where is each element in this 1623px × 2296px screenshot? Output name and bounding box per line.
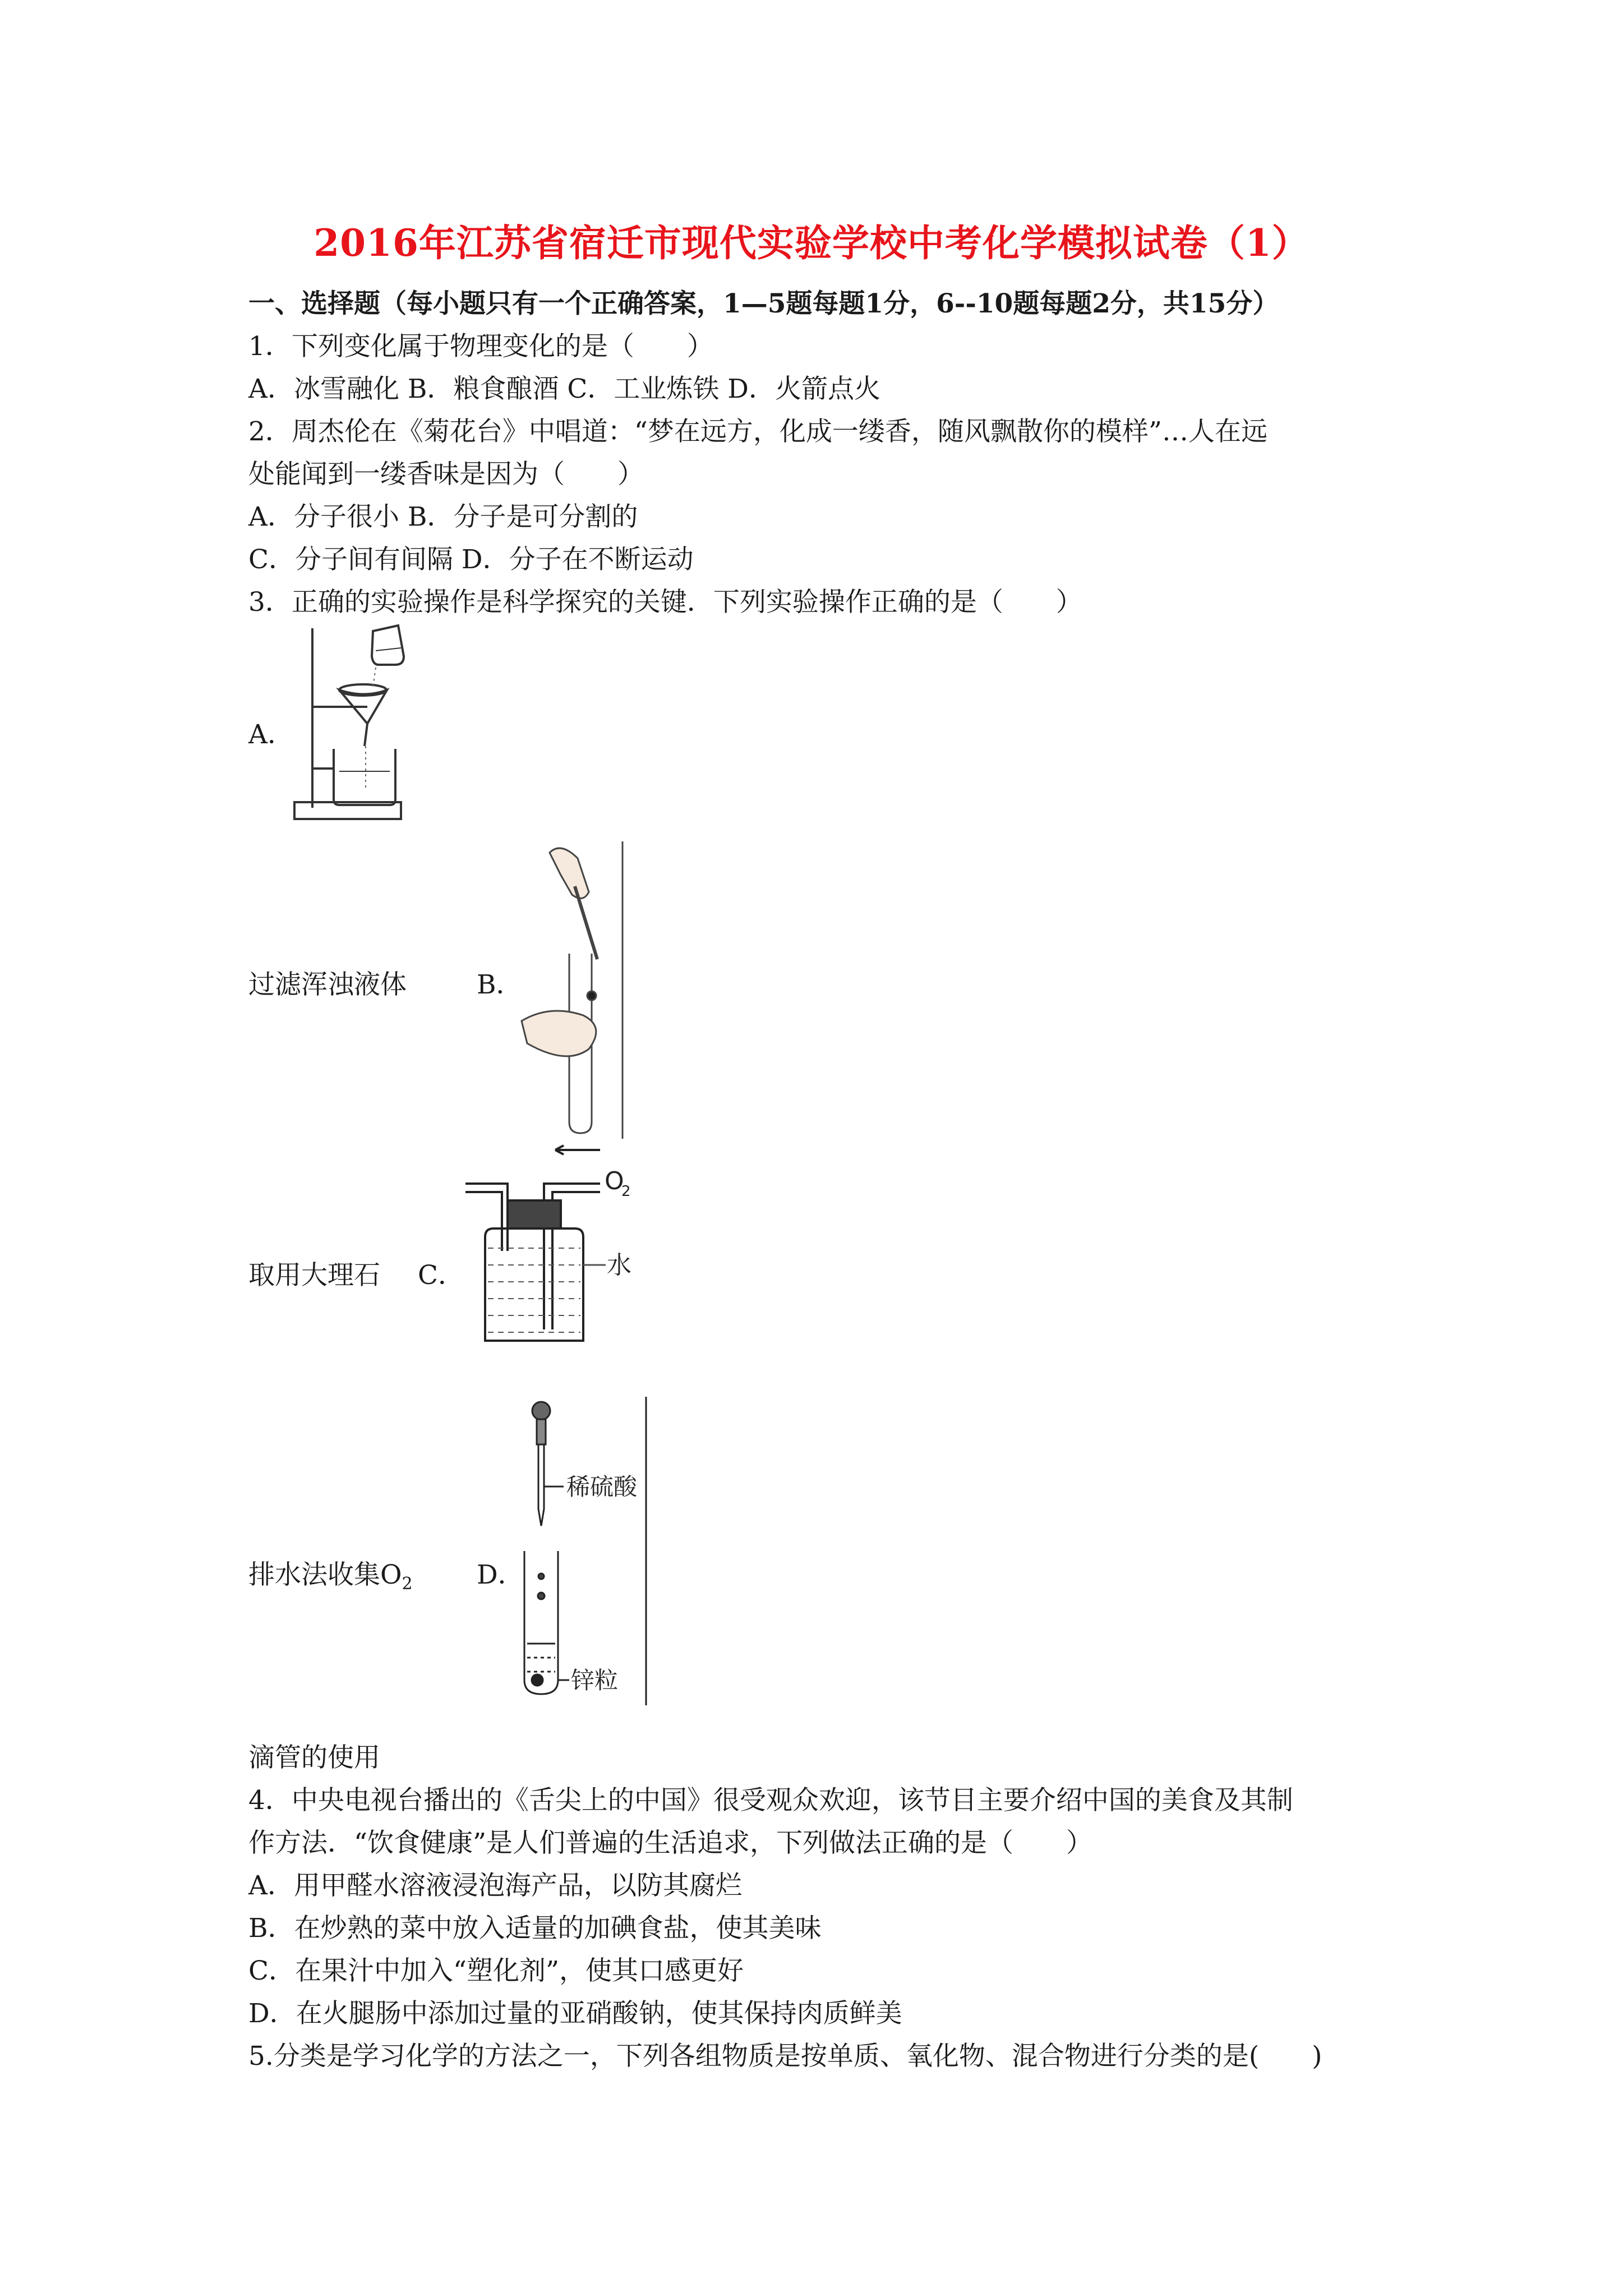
question-3-option-d-caption: 滴管的使用	[248, 1742, 380, 1773]
figure-d-zinc-label: 锌粒	[571, 1667, 619, 1694]
question-2-options-ab: A．分子很小 B．分子是可分割的	[248, 501, 638, 532]
question-2-stem-line2: 处能闻到一缕香味是因为（ ）	[248, 459, 644, 490]
dropper-zinc-figure	[516, 1397, 656, 1705]
question-3-option-a-label: A．	[248, 719, 294, 750]
figure-c-gas-subscript: 2	[621, 1183, 631, 1200]
test-tube-with-hand-figure	[516, 841, 628, 1139]
question-3-option-d-label: D．	[477, 1559, 524, 1590]
question-3-option-b-caption: 取用大理石	[248, 1260, 380, 1291]
question-3-option-c-caption	[248, 1558, 413, 1601]
question-4-option-c: C．在果汁中加入“塑化剂”，使其口感更好	[248, 1955, 744, 1986]
question-1-options: A．冰雪融化 B．粮食酿酒 C．工业炼铁 D．火箭点火	[248, 374, 880, 404]
question-5-stem: 5.分类是学习化学的方法之一，下列各组物质是按单质、氧化物、混合物进行分类的是( )	[248, 2041, 1322, 2072]
figure-d-acid-label: 稀硫酸	[566, 1473, 638, 1501]
question-4-stem-line2: 作方法．“饮食健康”是人们普遍的生活追求，下列做法正确的是（ ）	[248, 1828, 1093, 1858]
question-2-options-cd: C．分子间有间隔 D．分子在不断运动	[248, 544, 694, 575]
question-4-stem-line1: 4．中央电视台播出的《舌尖上的中国》很受观众欢迎，该节目主要介绍中国的美食及其制	[248, 1785, 1293, 1816]
option-c-caption-text: 排水法收集O	[248, 1559, 402, 1590]
option-c-caption-subscript: 2	[402, 1574, 413, 1594]
question-4-option-b: B．在炒熟的菜中放入适量的加碘食盐，使其美味	[248, 1913, 822, 1944]
question-3-option-c-label: C．	[418, 1260, 464, 1291]
question-3-stem: 3．正确的实验操作是科学探究的关键．下列实验操作正确的是（ ）	[248, 587, 1082, 618]
gas-collection-bottle-figure	[460, 1139, 634, 1352]
page-title: 2016年江苏省宿迁市现代实验学校中考化学模拟试卷（1）	[313, 221, 1310, 265]
section-heading: 一、选择题（每小题只有一个正确答案，1—5题每题1分，6--10题每题2分，共15分）	[248, 288, 1279, 319]
question-3-option-a-caption: 过滤浑浊液体	[248, 969, 407, 1000]
question-4-option-a: A．用甲醛水溶液浸泡海产品，以防其腐烂	[248, 1870, 742, 1901]
figure-c-gas-label: O	[605, 1167, 624, 1195]
question-2-stem-line1: 2．周杰伦在《菊花台》中唱道：“梦在远方，化成一缕香，随风飘散你的模样”…人在远	[248, 416, 1267, 447]
filtration-apparatus-figure	[283, 623, 412, 830]
question-4-option-d: D．在火腿肠中添加过量的亚硝酸钠，使其保持肉质鲜美	[248, 1998, 902, 2029]
question-1-stem: 1．下列变化属于物理变化的是（ ）	[248, 331, 713, 362]
question-3-option-b-label: B．	[477, 969, 523, 1000]
figure-c-water-label: 水	[607, 1251, 631, 1280]
